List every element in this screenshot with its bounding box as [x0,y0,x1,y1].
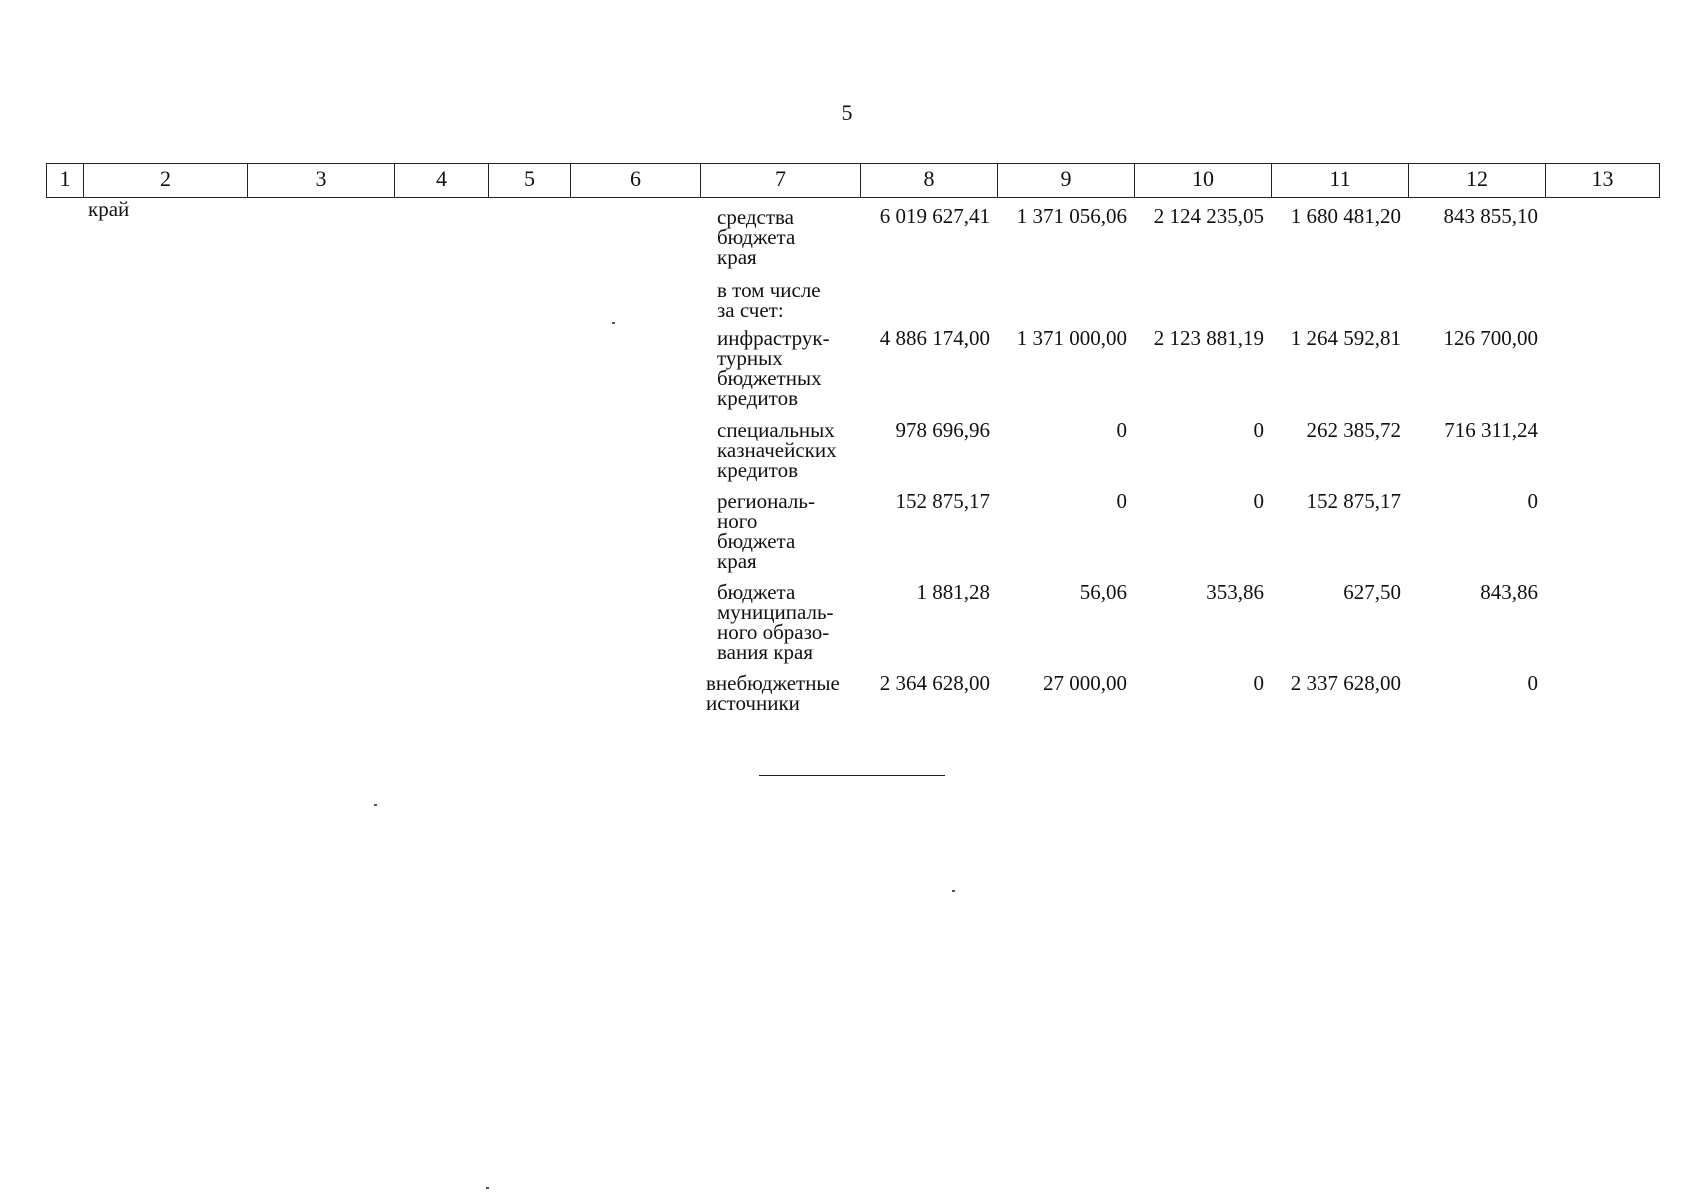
header-cell-13: 13 [1546,163,1660,198]
row-infrastructure-credits-col-11: 1 264 592,81 [1290,326,1401,350]
row-budget-funds-col-10: 2 124 235,05 [1153,204,1264,228]
row-infrastructure-credits-col-10: 2 123 881,19 [1153,326,1264,350]
row-treasury-credits-col-12: 716 311,24 [1444,418,1538,442]
header-cell-7: 7 [701,163,861,198]
header-cell-11: 11 [1272,163,1409,198]
row-budget-funds-col-12: 843 855,10 [1443,204,1538,228]
header-cell-12: 12 [1409,163,1546,198]
header-cell-6: 6 [571,163,701,198]
row-extrabudgetary-col-8: 2 364 628,00 [879,671,990,695]
row-treasury-credits-col-10: 0 [1253,418,1264,442]
row-regional-budget-col-8: 152 875,17 [895,489,990,513]
row-municipal-budget-col-9: 56,06 [1079,580,1127,604]
row-municipal-budget-col-11: 627,50 [1343,580,1401,604]
row-regional-budget-col-12: 0 [1527,489,1538,513]
row-infrastructure-credits-col-9: 1 371 000,00 [1016,326,1127,350]
row-treasury-credits-col-8: 978 696,96 [895,418,990,442]
row-label-municipal-budget: бюджета муниципаль- ного образо- вания края [717,580,834,664]
row-infrastructure-credits-col-12: 126 700,00 [1443,326,1538,350]
row-label-infrastructure-credits: инфраструк- турных бюджетных кредитов [717,326,830,410]
scan-speck [612,322,615,324]
header-cell-5: 5 [489,163,571,198]
scan-speck [952,890,955,892]
header-cell-1: 1 [47,163,84,198]
row-regional-budget-col-9: 0 [1116,489,1127,513]
header-cell-9: 9 [998,163,1135,198]
row-extrabudgetary-col-12: 0 [1527,671,1538,695]
header-cell-4: 4 [395,163,489,198]
header-cell-10: 10 [1135,163,1272,198]
scan-speck [486,1187,489,1189]
row-municipal-budget-col-12: 843,86 [1480,580,1538,604]
page-number: 5 [841,100,853,125]
row-infrastructure-credits-col-8: 4 886 174,00 [879,326,990,350]
row-label-regional-budget: региональ- ного бюджета края [717,489,815,573]
header-cell-3: 3 [248,163,395,198]
row-label-extrabudgetary: внебюджетные источники [706,671,840,715]
row-extrabudgetary-col-9: 27 000,00 [1043,671,1127,695]
column-2-text: край [88,197,130,221]
row-budget-funds-col-9: 1 371 056,06 [1016,204,1127,228]
row-label-including: в том числе за счет: [717,278,821,322]
row-extrabudgetary-col-11: 2 337 628,00 [1290,671,1401,695]
row-treasury-credits-col-9: 0 [1116,418,1127,442]
row-budget-funds-col-8: 6 019 627,41 [879,204,990,228]
header-cell-2: 2 [84,163,248,198]
table-header-row [46,163,1659,198]
row-label-treasury-credits: специальных казначейских кредитов [717,418,837,482]
row-extrabudgetary-col-10: 0 [1253,671,1264,695]
scan-speck [374,804,377,806]
row-regional-budget-col-11: 152 875,17 [1306,489,1401,513]
header-cell-8: 8 [861,163,998,198]
row-budget-funds-col-11: 1 680 481,20 [1290,204,1401,228]
row-treasury-credits-col-11: 262 385,72 [1306,418,1401,442]
row-regional-budget-col-10: 0 [1253,489,1264,513]
row-municipal-budget-col-8: 1 881,28 [916,580,990,604]
end-of-table-rule [759,775,945,776]
row-label-budget-funds: средства бюджета края [717,205,796,269]
row-municipal-budget-col-10: 353,86 [1206,580,1264,604]
